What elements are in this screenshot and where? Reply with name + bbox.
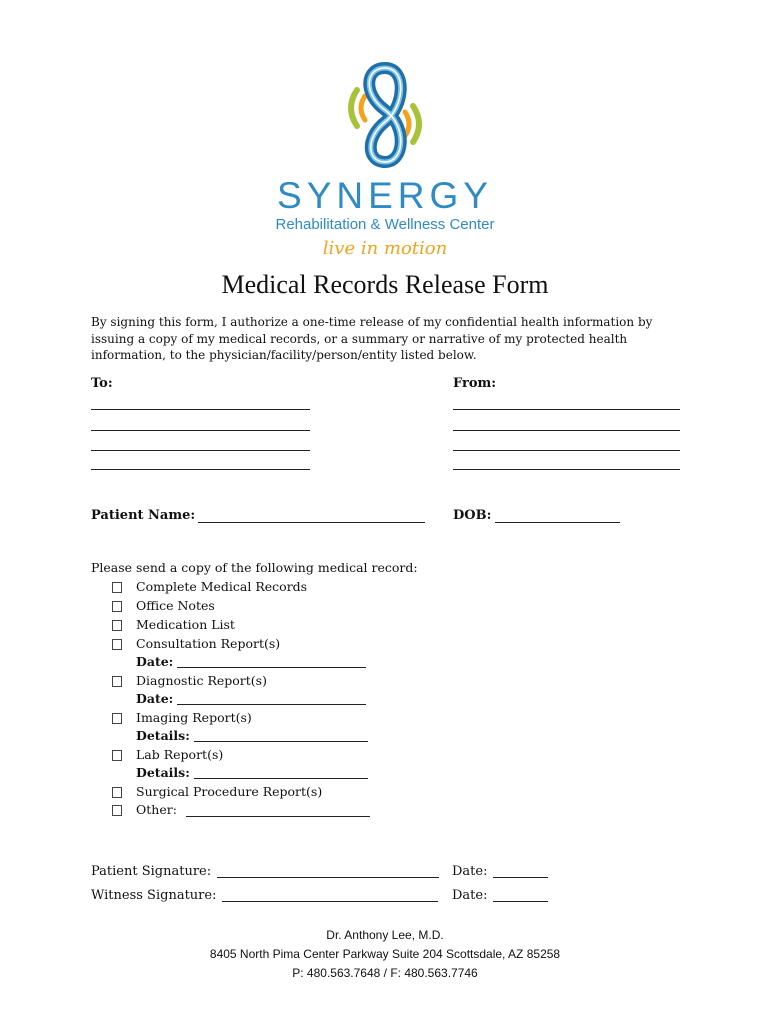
checkbox-surgical[interactable] — [112, 787, 122, 798]
office-notes-label: Office Notes — [136, 598, 215, 613]
patient-signature-label: Patient Signature: — [91, 864, 212, 879]
other-field[interactable] — [186, 816, 370, 817]
imaging-details-field[interactable] — [194, 741, 368, 742]
from-line-2[interactable] — [453, 430, 680, 431]
dob-label: DOB: — [453, 508, 492, 523]
from-line-4[interactable] — [453, 469, 680, 470]
patient-signature-field[interactable] — [217, 877, 439, 878]
from-label: From: — [453, 376, 497, 391]
form-title: Medical Records Release Form — [221, 270, 549, 299]
checkbox-complete-records[interactable] — [112, 582, 122, 593]
consultation-date-field[interactable] — [177, 667, 366, 668]
checkbox-lab[interactable] — [112, 750, 122, 761]
lab-details-label: Details: — [136, 765, 190, 780]
to-label: To: — [91, 376, 113, 391]
from-line-1[interactable] — [453, 409, 680, 410]
brand-tagline: live in motion — [322, 238, 448, 259]
synergy-logo-icon — [335, 60, 435, 172]
from-line-3[interactable] — [453, 450, 680, 451]
to-line-1[interactable] — [91, 409, 310, 410]
checkbox-diagnostic[interactable] — [112, 676, 122, 687]
diagnostic-label: Diagnostic Report(s) — [136, 673, 267, 688]
checkbox-imaging[interactable] — [112, 713, 122, 724]
lab-label: Lab Report(s) — [136, 747, 224, 762]
imaging-label: Imaging Report(s) — [136, 710, 252, 725]
checkbox-other[interactable] — [112, 805, 122, 816]
patient-date-label: Date: — [452, 864, 488, 879]
medication-list-label: Medication List — [136, 617, 235, 632]
consultation-label: Consultation Report(s) — [136, 636, 281, 651]
patient-name-field[interactable] — [198, 522, 425, 523]
diagnostic-date-field[interactable] — [177, 704, 366, 705]
diagnostic-date-label: Date: — [136, 691, 174, 706]
checkbox-medication-list[interactable] — [112, 620, 122, 631]
witness-signature-field[interactable] — [222, 901, 438, 902]
witness-signature-label: Witness Signature: — [91, 888, 217, 903]
other-label: Other: — [136, 802, 177, 817]
to-line-4[interactable] — [91, 469, 310, 470]
brand-name: SYNERGY — [277, 175, 493, 216]
brand-subtitle: Rehabilitation & Wellness Center — [275, 216, 495, 233]
to-line-2[interactable] — [91, 430, 310, 431]
records-prompt: Please send a copy of the following medical record: — [91, 560, 418, 575]
checkbox-office-notes[interactable] — [112, 601, 122, 612]
patient-date-field[interactable] — [493, 877, 548, 878]
surgical-label: Surgical Procedure Report(s) — [136, 784, 323, 799]
footer-address: 8405 North Pima Center Parkway Suite 204 Scottsdale, AZ 85258 — [209, 947, 561, 961]
complete-records-label: Complete Medical Records — [136, 579, 308, 594]
imaging-details-label: Details: — [136, 728, 190, 743]
consultation-date-label: Date: — [136, 654, 174, 669]
witness-date-field[interactable] — [493, 901, 548, 902]
intro-paragraph: By signing this form, I authorize a one-time release of my confidential health information by issuing a copy of my medical records, or a summary or narrative of my protected health information, to the physician/facility/person/entity listed below. — [91, 315, 653, 362]
checkbox-consultation[interactable] — [112, 639, 122, 650]
footer — [0, 926, 770, 983]
footer-phone-fax: P: 480.563.7648 / F: 480.563.7746 — [292, 966, 478, 980]
patient-name-label: Patient Name: — [91, 508, 196, 523]
footer-doctor: Dr. Anthony Lee, M.D. — [326, 928, 444, 942]
witness-date-label: Date: — [452, 888, 488, 903]
lab-details-field[interactable] — [194, 778, 368, 779]
to-line-3[interactable] — [91, 450, 310, 451]
dob-field[interactable] — [495, 522, 620, 523]
